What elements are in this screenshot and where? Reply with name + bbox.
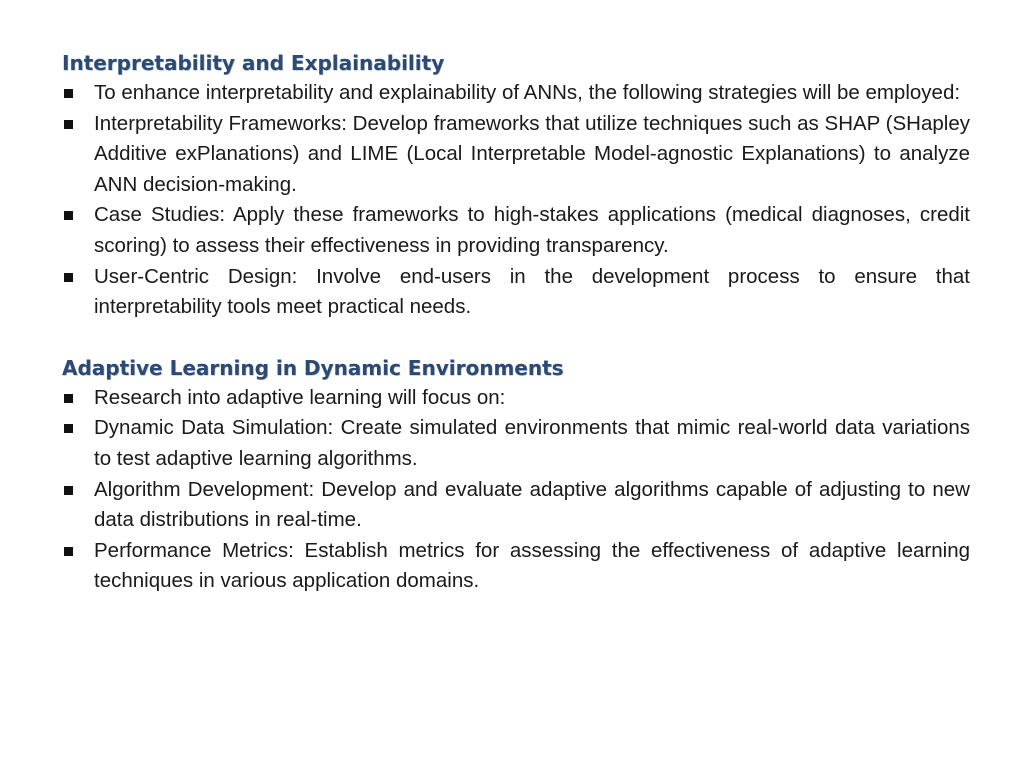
bullet-text: Research into adaptive learning will focus on:: [94, 385, 506, 409]
square-bullet-icon: [64, 547, 73, 556]
bullet-text: Interpretability Frameworks: Develop frameworks that utilize techniques such as SHAP (SHapley Additive exPlanations) and LIME (Local Interpretable Model-agnostic Explanations) to analyze ANN decision-making.: [94, 111, 970, 196]
square-bullet-icon: [64, 89, 73, 98]
bullet-item: [62, 262, 970, 323]
bullet-text: Dynamic Data Simulation: Create simulated environments that mimic real-world data variations to test adaptive learning algorithms.: [94, 416, 970, 470]
bullet-item: [62, 475, 970, 536]
bullet-text: Algorithm Development: Develop and evaluate adaptive algorithms capable of adjusting to new data distributions in real-time.: [94, 477, 970, 532]
square-bullet-icon: [64, 424, 73, 433]
bullet-item: [62, 200, 970, 261]
bullet-item: [62, 383, 970, 414]
slide-content: [62, 48, 970, 597]
bullet-text: Performance Metrics: Establish metrics for assessing the effectiveness of adaptive learning techniques in various application domains.: [94, 538, 970, 593]
bullet-text: To enhance interpretability and explainability of ANNs, the following strategies will be employed:: [94, 81, 961, 104]
bullet-text: User-Centric Design: Involve end-users in the development process to ensure that interpretability tools meet practical needs.: [94, 264, 970, 319]
bullet-item: [62, 536, 970, 597]
section-adaptive-learning: [62, 353, 970, 597]
bullet-list: [62, 383, 970, 597]
square-bullet-icon: [64, 120, 73, 129]
bullet-item: [62, 78, 970, 109]
section-heading: Interpretability and Explainability: [62, 51, 445, 75]
section-interpretability: [62, 48, 970, 323]
section-heading: Adaptive Learning in Dynamic Environments: [62, 355, 564, 380]
square-bullet-icon: [64, 394, 73, 403]
bullet-item: [62, 413, 970, 474]
square-bullet-icon: [64, 273, 73, 282]
bullet-item: [62, 109, 970, 201]
bullet-text: Case Studies: Apply these frameworks to high-stakes applications (medical diagnoses, credit scoring) to assess their effectiveness in providing transparency.: [94, 203, 970, 257]
square-bullet-icon: [64, 486, 73, 495]
bullet-list: [62, 78, 970, 323]
square-bullet-icon: [64, 211, 73, 220]
